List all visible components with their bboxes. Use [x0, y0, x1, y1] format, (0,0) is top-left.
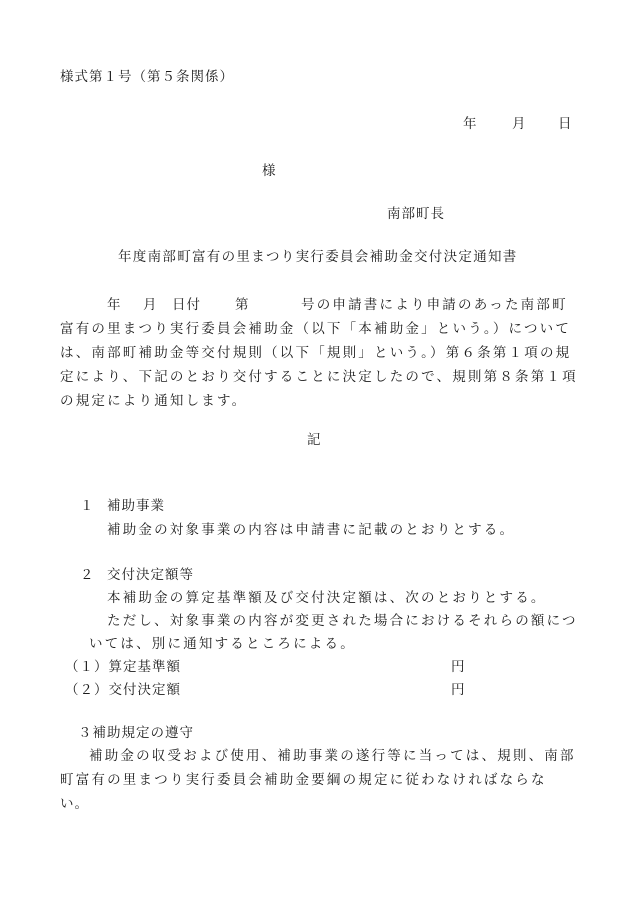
section1-heading: 補助事業 [107, 498, 165, 514]
section3-line-1: 補助金の収受および使用、補助事業の遂行等に当っては、規則、南部 [89, 748, 576, 764]
date-day: 日 [558, 116, 573, 132]
date-year: 年 [463, 116, 478, 132]
body-line-1: 富有の里まつり実行委員会補助金（以下「本補助金」という。）について [60, 321, 572, 337]
item-santei-unit: 円 [451, 659, 466, 675]
body-line-4: の規定により通知します。 [60, 393, 248, 409]
section3-line-2: 町富有の里まつり実行委員会補助金要綱の規定に従わなければならな [60, 772, 547, 788]
addressee-suffix: 様 [262, 163, 277, 179]
item-kofu-label: （２）交付決定額 [65, 682, 181, 698]
section1-text: 補助金の対象事業の内容は申請書に記載のとおりとする。 [107, 522, 516, 538]
body-ref-rest: 号の申請書により申請のあった南部町 [301, 297, 568, 313]
item-kofu-unit: 円 [451, 682, 466, 698]
item-santei-label: （１）算定基準額 [65, 659, 181, 675]
form-number: 様式第１号（第５条関係） [60, 69, 234, 85]
body-ref-month: 月 [143, 297, 158, 313]
section2-text-3: いては、別に通知するところによる。 [89, 636, 356, 652]
section2-number: ２ [80, 567, 95, 583]
body-ref-dai: 第 [235, 297, 250, 313]
section2-text-1: 本補助金の算定基準額及び交付決定額は、次のとおりとする。 [107, 590, 547, 606]
body-ref-day: 日付 [172, 297, 201, 313]
body-line-3: 定により、下記のとおり交付することに決定したので、規則第８条第１項 [60, 369, 578, 385]
document-title: 年度南部町富有の里まつり実行委員会補助金交付決定通知書 [118, 249, 518, 265]
section1-number: １ [80, 498, 95, 514]
section3-heading: ３補助規定の遵守 [78, 725, 194, 741]
body-ref-year: 年 [107, 297, 122, 313]
section3-line-3: い。 [60, 796, 89, 812]
section2-heading: 交付決定額等 [107, 567, 194, 583]
ki-heading: 記 [307, 432, 322, 448]
body-line-2: は、南部町補助金等交付規則（以下「規則」という。）第６条第１項の規 [60, 345, 572, 361]
section2-text-2: ただし、対象事業の内容が変更された場合におけるそれらの額につ [107, 613, 578, 629]
date-month: 月 [512, 116, 527, 132]
issuer: 南部町長 [387, 206, 445, 222]
